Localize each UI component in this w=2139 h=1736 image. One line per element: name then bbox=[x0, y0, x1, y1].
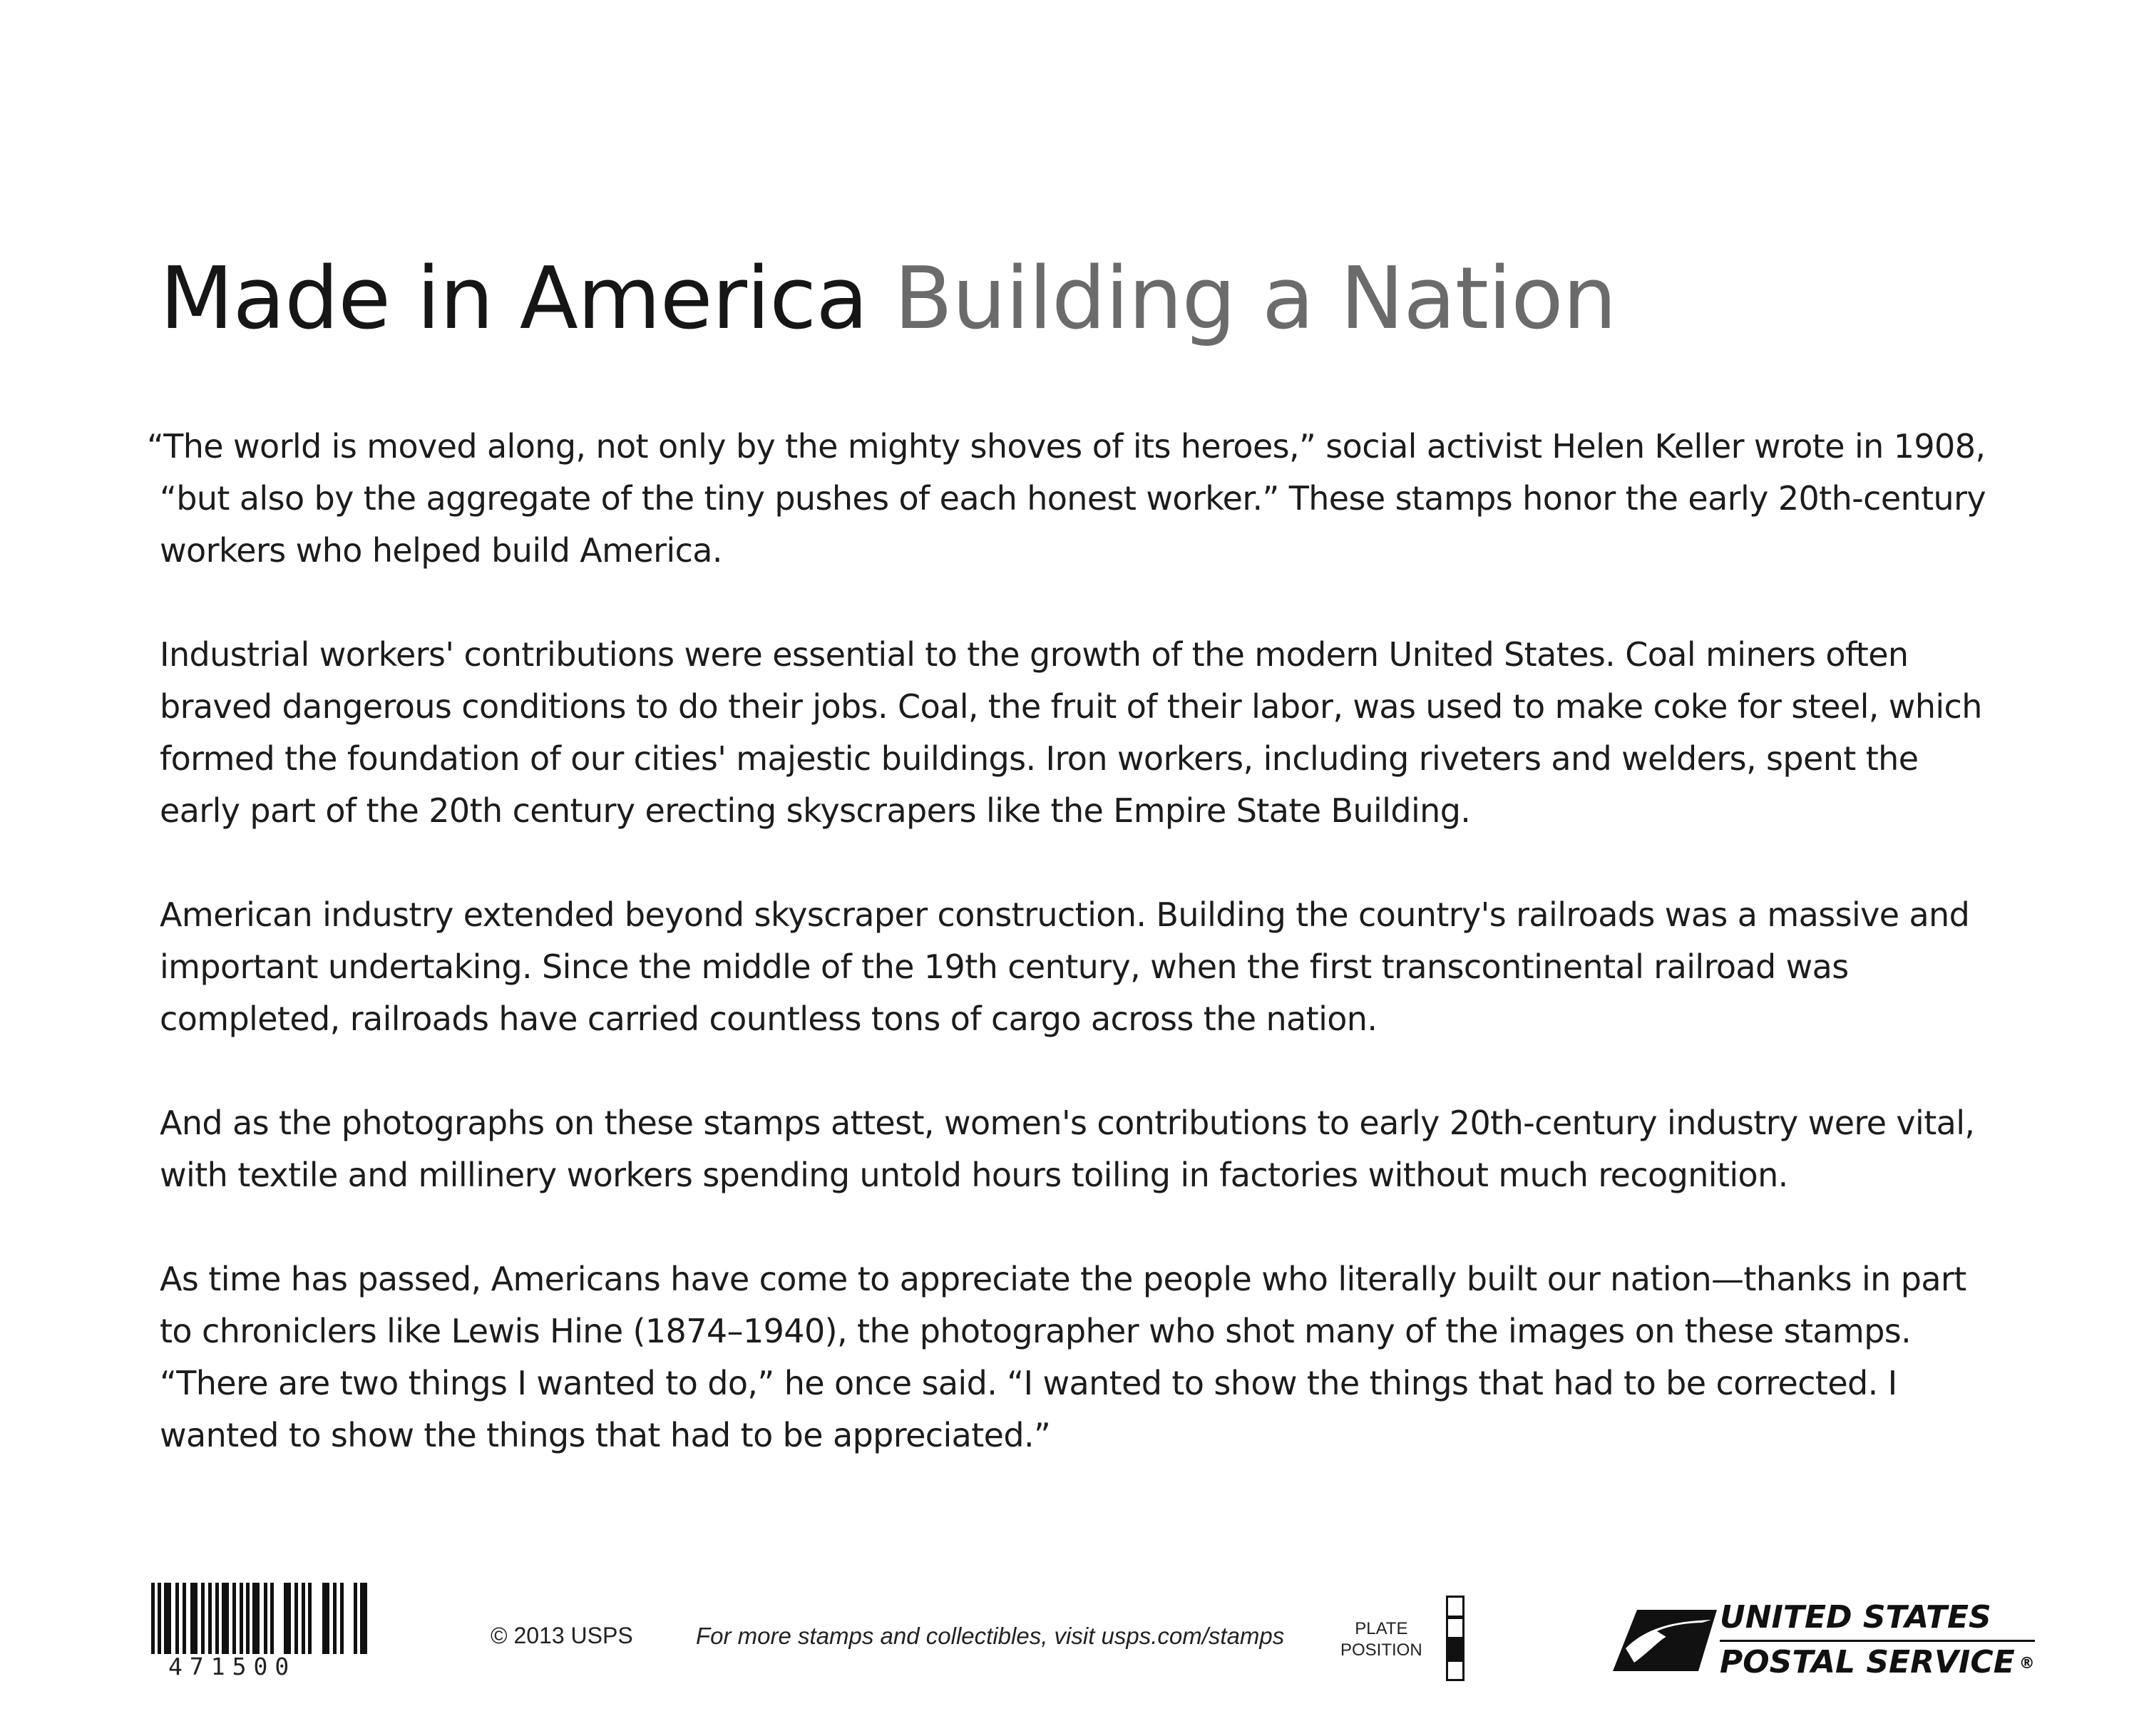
paragraph-3: American industry extended beyond skyscraper construction. Building the country's railroads was a massive and important undertaking. Since the middle of the 19th century, when the first transcontinental railroad was completed, railroads have carried countless tons of cargo across the nation. bbox=[160, 895, 1970, 1038]
barcode-number: 471500 bbox=[168, 1653, 297, 1680]
plate-label-line1: PLATE bbox=[1355, 1619, 1408, 1638]
usps-line2-text: POSTAL SERVICE bbox=[1720, 1644, 2015, 1680]
plate-position-label bbox=[1340, 1618, 1422, 1661]
usps-eagle-logo-icon bbox=[1613, 1606, 1720, 1677]
usps-line1: UNITED STATES bbox=[1720, 1600, 2035, 1642]
more-info-text: For more stamps and collectibles, visit usps.com/stamps bbox=[696, 1623, 1285, 1649]
title-subtitle: Building a Nation bbox=[893, 250, 1616, 349]
paragraph-2: Industrial workers' contributions were essential to the growth of the modern United States. Coal miners often braved dangerous conditions to do their jobs. Coal, the fruit of their labor, was used to make coke for steel, which formed the foundation of our cities' majestic buildings. Iron workers, including riveters and welders, spent the early part of the 20th century erecting skyscrapers like the Empire State Building. bbox=[160, 635, 1982, 830]
paragraph-4: And as the photographs on these stamps attest, women's contributions to early 20th-century industry were vital, with textile and millinery workers spending untold hours toiling in factories without much recognition. bbox=[160, 1104, 1975, 1194]
paragraph-5: As time has passed, Americans have come to appreciate the people who literally built our nation—thanks in part to chroniclers like Lewis Hine (1874–1940), the photographer who shot many of the images on these stamps. “There are two things I wanted to do,” he once said. “I wanted to show the things that had to be corrected. I wanted to show the things that had to be appreciated.” bbox=[160, 1260, 1966, 1454]
usps-wordmark bbox=[1720, 1600, 2035, 1682]
footer bbox=[0, 1583, 2139, 1711]
paragraph-1: “The world is moved along, not only by the mighty shoves of its heroes,” social activist Helen Keller wrote in 1908, “but also by the aggregate of the tiny pushes of each honest worker.” These stamps honor the early 20th-century workers who helped build America. bbox=[147, 427, 1986, 570]
page-title bbox=[160, 250, 1616, 349]
registered-mark: ® bbox=[2019, 1655, 2035, 1673]
body-text bbox=[147, 421, 1992, 1514]
barcode-icon bbox=[151, 1583, 369, 1654]
title-main: Made in America bbox=[160, 250, 868, 349]
plate-label-line2: POSITION bbox=[1340, 1640, 1422, 1660]
plate-position-indicator-icon bbox=[1446, 1596, 1465, 1681]
usps-line2 bbox=[1720, 1642, 2035, 1682]
copyright-text: © 2013 USPS bbox=[491, 1623, 633, 1648]
